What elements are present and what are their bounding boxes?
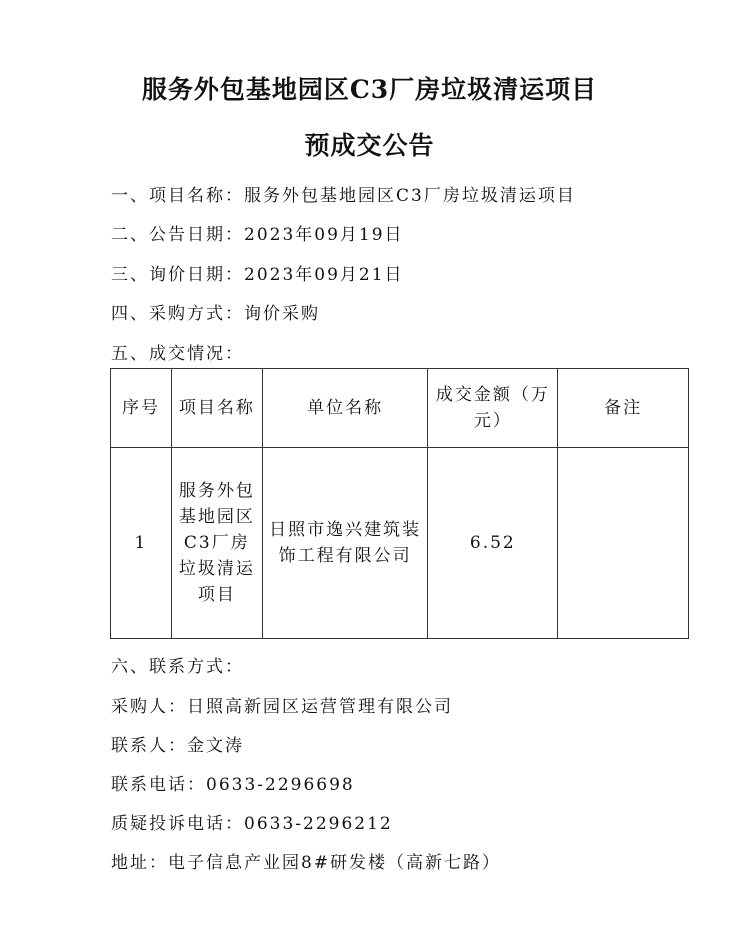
cell-remark (558, 448, 689, 639)
table-header-row (111, 369, 689, 448)
header-project-name: 项目名称 (171, 369, 262, 448)
cell-index: 1 (111, 448, 172, 639)
complaint-phone-line: 质疑投诉电话：0633-2296212 (111, 814, 393, 834)
cell-company-name: 日照市逸兴建筑装饰工程有限公司 (262, 448, 428, 639)
contact-person-line: 联系人：金文涛 (111, 736, 244, 756)
header-remark: 备注 (558, 369, 689, 448)
header-amount: 成交金额（万元） (428, 369, 558, 448)
header-index: 序号 (111, 369, 172, 448)
table-row (111, 448, 689, 639)
project-name-line: 一、项目名称：服务外包基地园区C3厂房垃圾清运项目 (111, 186, 576, 206)
notice-subtitle: 预成交公告 (304, 131, 435, 160)
transaction-table (110, 368, 689, 639)
inquiry-date-line: 三、询价日期：2023年09月21日 (111, 265, 404, 285)
procurement-method-line: 四、采购方式：询价采购 (111, 304, 320, 324)
cell-project-name: 服务外包基地园区C3厂房垃圾清运项目 (171, 448, 262, 639)
address-line: 地址：电子信息产业园8#研发楼（高新七路） (111, 853, 502, 873)
notice-title: 服务外包基地园区C3厂房垃圾清运项目 (141, 75, 598, 104)
purchaser-line: 采购人：日照高新园区运营管理有限公司 (111, 697, 453, 717)
header-company-name: 单位名称 (262, 369, 428, 448)
contact-phone-line: 联系电话：0633-2296698 (111, 775, 355, 795)
cell-amount: 6.52 (428, 448, 558, 639)
announcement-date-line: 二、公告日期：2023年09月19日 (111, 225, 404, 245)
contact-heading: 六、联系方式： (111, 657, 244, 677)
transaction-status-heading: 五、成交情况： (111, 344, 244, 364)
